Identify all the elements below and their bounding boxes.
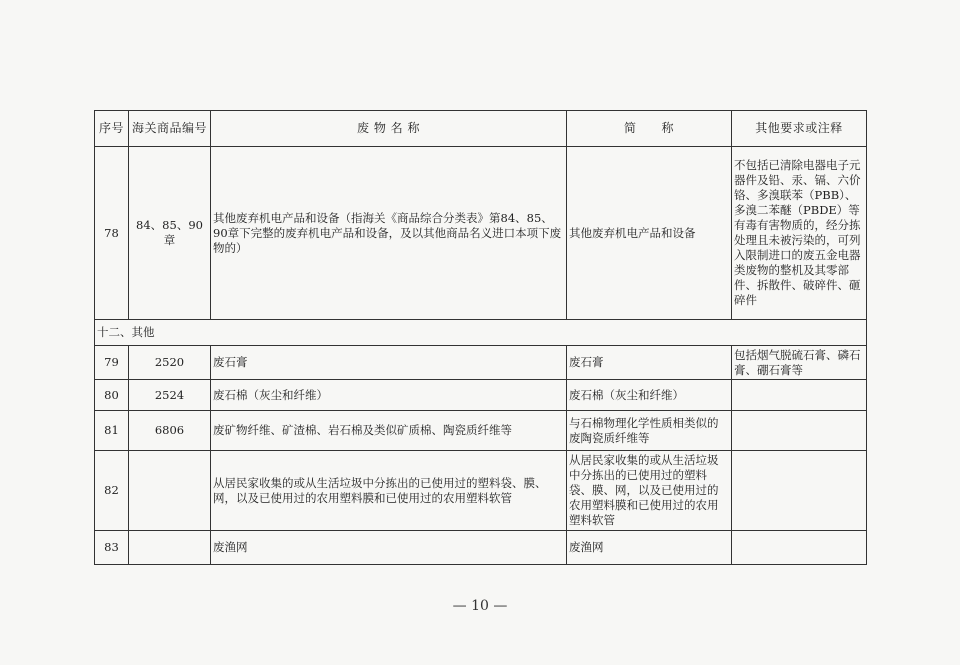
row-serial: 83 bbox=[95, 531, 129, 565]
row-code: 6806 bbox=[129, 411, 211, 451]
header-customs-code: 海关商品编号 bbox=[129, 111, 211, 147]
row-waste-name: 其他废弃机电产品和设备（指海关《商品综合分类表》第84、85、90章下完整的废弃机电产品和设备，及以其他商品名义进口本项下废物的） bbox=[211, 147, 567, 320]
row-short-name: 废石膏 bbox=[567, 346, 732, 380]
row-serial: 82 bbox=[95, 451, 129, 531]
row-short-name: 从居民家收集的或从生活垃圾中分拣出的已使用过的塑料袋、膜、网，以及已使用过的农用塑料膜和已使用过的农用塑料软管 bbox=[567, 451, 732, 531]
row-waste-name: 废矿物纤维、矿渣棉、岩石棉及类似矿质棉、陶瓷质纤维等 bbox=[211, 411, 567, 451]
row-notes: 包括烟气脱硫石膏、磷石膏、硼石膏等 bbox=[732, 346, 867, 380]
row-serial: 78 bbox=[95, 147, 129, 320]
row-short-name: 废渔网 bbox=[567, 531, 732, 565]
row-notes bbox=[732, 451, 867, 531]
section-row bbox=[95, 320, 867, 346]
row-notes bbox=[732, 531, 867, 565]
row-code: 2524 bbox=[129, 380, 211, 411]
row-serial: 81 bbox=[95, 411, 129, 451]
page-number: — 10 — bbox=[452, 598, 508, 614]
row-notes bbox=[732, 380, 867, 411]
table-row bbox=[95, 451, 867, 531]
table-row bbox=[95, 346, 867, 380]
row-short-name: 其他废弃机电产品和设备 bbox=[567, 147, 732, 320]
table-row bbox=[95, 147, 867, 320]
row-code: 84、85、90章 bbox=[129, 147, 211, 320]
row-serial: 79 bbox=[95, 346, 129, 380]
row-code bbox=[129, 451, 211, 531]
row-short-name: 与石棉物理化学性质相类似的废陶瓷质纤维等 bbox=[567, 411, 732, 451]
table-row bbox=[95, 411, 867, 451]
row-code: 2520 bbox=[129, 346, 211, 380]
table-row bbox=[95, 380, 867, 411]
row-waste-name: 废渔网 bbox=[211, 531, 567, 565]
row-code bbox=[129, 531, 211, 565]
table-row bbox=[95, 531, 867, 565]
row-waste-name: 从居民家收集的或从生活垃圾中分拣出的已使用过的塑料袋、膜、网，以及已使用过的农用塑料膜和已使用过的农用塑料软管 bbox=[211, 451, 567, 531]
row-notes: 不包括已清除电器电子元器件及铅、汞、镉、六价铬、多溴联苯（PBB）、多溴二苯醚（PBDE）等有毒有害物质的，经分拣处理且未被污染的，可列入限制进口的废五金电器类废物的整机及其零部件、拆散件、破碎件、砸碎件 bbox=[732, 147, 867, 320]
row-serial: 80 bbox=[95, 380, 129, 411]
row-waste-name: 废石棉（灰尘和纤维） bbox=[211, 380, 567, 411]
row-waste-name: 废石膏 bbox=[211, 346, 567, 380]
header-serial: 序号 bbox=[95, 111, 129, 147]
waste-catalog-table bbox=[94, 110, 867, 565]
header-short-name: 简 称 bbox=[567, 111, 732, 147]
header-waste-name: 废 物 名 称 bbox=[211, 111, 567, 147]
section-title: 十二、其他 bbox=[95, 320, 867, 346]
header-notes: 其他要求或注释 bbox=[732, 111, 867, 147]
table-header-row bbox=[95, 111, 867, 147]
row-notes bbox=[732, 411, 867, 451]
row-short-name: 废石棉（灰尘和纤维） bbox=[567, 380, 732, 411]
